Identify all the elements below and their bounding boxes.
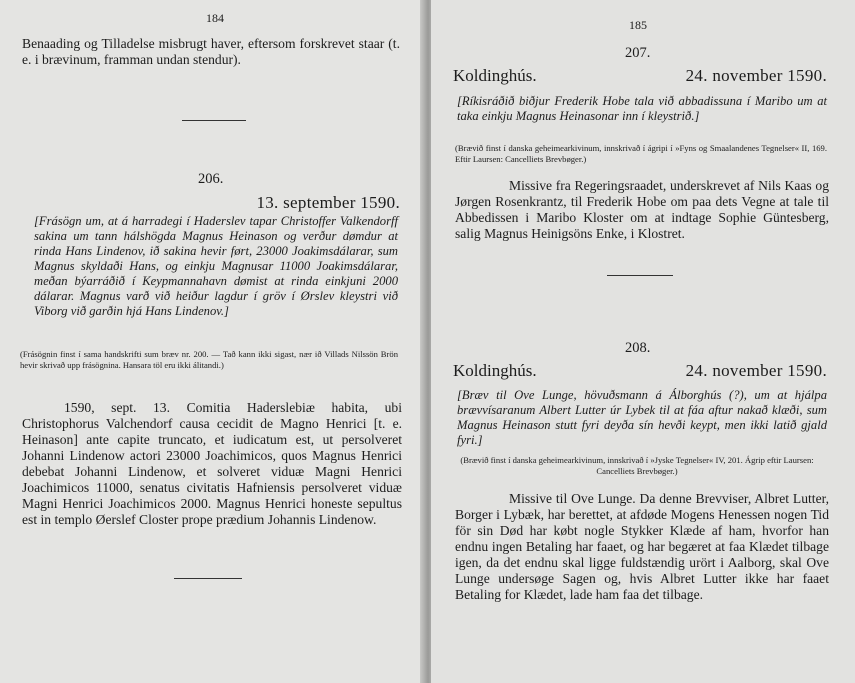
entry-number: 207. bbox=[625, 45, 651, 61]
latin-text: 1590, sept. 13. Comitia Haderslebiæ habita, ubi Christophorus Valchendorf causa cecidit de Magno Henrici [t. e. Heinason] ante capite truncato, et iudicatum est, ut persolveret Johanni Lindenow actori 23000 Joachimicos, quos Magnus Henrici debebat Johanni Lindenow, et solveret viduæ Magni Henrici Joachimicos 11000, senatus civitatis Hafniensis persolveret viduæ Magni Henrici Joachimicos 2000. Magnus Henrici honeste sepultus est in templo Øerslef Closter prope prædium Johannis Lindenow. bbox=[22, 400, 402, 527]
separator-rule bbox=[607, 275, 673, 276]
entry-place: Koldinghús. bbox=[453, 361, 537, 380]
entry-text: Missive til Ove Lunge. Da denne Brevviser, Albret Lutter, Borger i Lybæk, har berettet, at afdøde Mogens Henessen nogen Tid för sin Død har købt nogle Stykker Klæde af ham, hvorfor han endnu ingen Betaling har faaet, og har begæret at faa Klædet tilbage igen, da det endnu skal ligge fuldstændig urört i Aalborg, skal Ove Lunge undersøge Sagen og, hvis Albret Lutter ikke har faaet Betaling for Klædet, lade ham faa det tilbage. bbox=[455, 491, 829, 602]
entry-number: 208. bbox=[625, 340, 651, 356]
separator-rule bbox=[182, 120, 246, 121]
entry-note: (Brævið finst í danska geheimearkivinum, innskrivað í »Jyske Tegnelser« IV, 201. Ágrip eftir Laursen: Cancelliets Brevbøger.) bbox=[460, 455, 814, 476]
entry-summary: [Ríkisráðið biðjur Frederik Hobe tala við abbadissuna í Maribo um at taka einkju Magnus Heinasonar inn í kleystrið.] bbox=[457, 94, 827, 123]
right-page bbox=[431, 0, 855, 683]
entry-date: 24. november 1590. bbox=[685, 361, 827, 380]
page-number: 184 bbox=[206, 11, 224, 25]
separator-rule bbox=[174, 578, 242, 579]
entry-text: Missive fra Regeringsraadet, underskrevet af Nils Kaas og Jørgen Rosenkrantz, til Frederik Hobe om paa dets Vegne at tale til Abbedissen i Maribo Kloster om at indtage Sophie Güntesberg, salig Magnus Heinigsöns Enke, i Klostret. bbox=[455, 178, 829, 241]
entry-summary: [Frásögn um, at á harradegi í Haderslev tapar Christoffer Valkendorff sakina um tann hálshögda Magnus Heinason og verður dømdur at rinda Hans Lindenov, ið sakina hevir ført, 23000 Joakimsdálarar, sum Magnus skyldaði Hans, og einkju Magnusar 11000 Joakimsdálarar, meðan býarráðið í Keypmannahavn dømist at rinda einkjuni 2000 dálarar. Magnus varð við heiður lagdur í gröv í Ørslev kleystri við Viborg við garðin hjá Hans Lindenov.] bbox=[34, 214, 398, 318]
page-number: 185 bbox=[629, 18, 647, 32]
entry-note: (Frásögnin finst í sama handskrifti sum bræv nr. 200. — Tað kann ikki sigast, nær ið Villads Nilssön Brön hevir skrivað upp frásögnina. Hansara töl eru ikki álitandi.) bbox=[20, 349, 398, 370]
entry-number: 206. bbox=[198, 171, 224, 187]
entry-date: 24. november 1590. bbox=[685, 66, 827, 85]
entry-date: 13. september 1590. bbox=[256, 193, 400, 212]
entry-place: Koldinghús. bbox=[453, 66, 537, 85]
opening-text: Benaading og Tilladelse misbrugt haver, eftersom forskrevet staar (t. e. i brævinum, framman undan stendur). bbox=[22, 36, 400, 67]
entry-summary: [Bræv til Ove Lunge, hövuðsmann á Álborghús (?), um at hjálpa brævvísaranum Albert Lutter úr Lybek til at fáa aftur nakað klæði, sum Magnus Heinason stutt fyri deyða sín hevði keypt, men ikki latið gjald fyri.] bbox=[457, 388, 827, 447]
entry-note: (Brævið finst í danska geheimearkivinum, innskrivað í ágripi í »Fyns og Smaalandenes Tegnelser« II, 169. Eftir Laursen: Cancelliets Brevbøger.) bbox=[455, 143, 827, 164]
